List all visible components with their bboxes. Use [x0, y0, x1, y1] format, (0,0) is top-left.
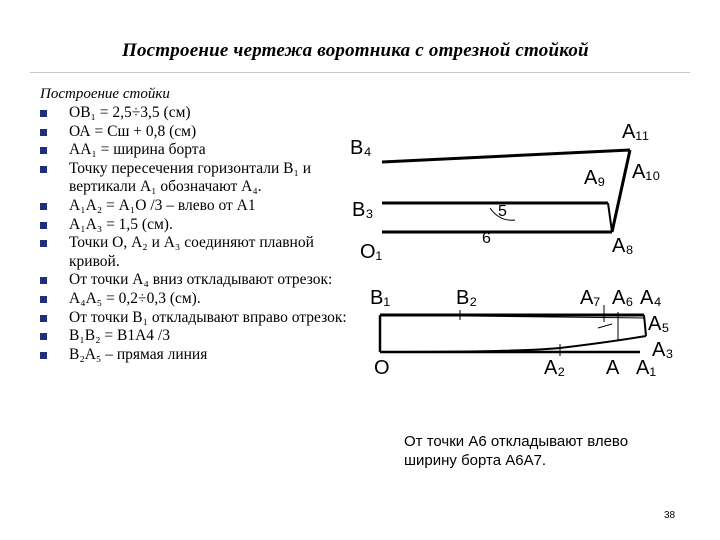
top-edge-line	[382, 150, 630, 162]
stand-mark	[598, 324, 612, 328]
label-b1: В₁	[370, 287, 391, 309]
list-item: В₁В₂ = В1А4 /3	[40, 327, 360, 346]
section-subtitle: Построение стойки	[40, 86, 170, 102]
bullet-square-icon	[40, 240, 47, 247]
label-a4: А₄	[640, 287, 662, 309]
list-item: От точки В₁ откладывают вправо отрезок:	[40, 309, 360, 328]
label-a11: А₁₁	[622, 121, 649, 143]
list-item: ОВ₁ = 2,5÷3,5 (см)	[40, 104, 360, 123]
label-b4: В₄	[350, 137, 372, 159]
stand-end-line	[608, 203, 612, 232]
label-o1: О₁	[360, 241, 383, 263]
instruction-note: От точки А6 откладывают влево ширину борта А6А7.	[404, 433, 629, 469]
bullet-square-icon	[40, 352, 47, 359]
top-collar-drawing	[382, 150, 630, 232]
label-o: О	[374, 357, 390, 379]
b2-a5-line	[380, 315, 644, 318]
label-b3: В₃	[352, 199, 374, 221]
label-a7: А₇	[580, 287, 601, 309]
measure-arc	[490, 208, 515, 220]
label-5: 5	[498, 203, 507, 220]
top-diagram-labels	[350, 121, 660, 263]
collar-end-line	[612, 150, 630, 232]
list-item: А₄А₅ = 0,2÷0,3 (см).	[40, 290, 360, 309]
bullet-square-icon	[40, 166, 47, 173]
label-a: А	[606, 357, 620, 379]
label-a5: А₅	[648, 313, 670, 335]
list-item: А₁А₂ = А₁О /3 – влево от А1	[40, 197, 360, 216]
bottom-stand-drawing	[380, 305, 646, 356]
label-b2: В₂	[456, 287, 478, 309]
neckline-curve	[380, 336, 646, 352]
instruction-list	[40, 104, 360, 364]
list-item: ОА = Сш + 0,8 (см)	[40, 123, 360, 142]
bullet-square-icon	[40, 203, 47, 210]
page-number: 38	[664, 510, 676, 521]
label-a3: А₃	[652, 339, 674, 361]
list-item: АА₁ = ширина борта	[40, 141, 360, 160]
list-item: Точку пересечения горизонтали В₁ и вертикали А₁ обозначают А₄.	[40, 160, 360, 197]
bullet-square-icon	[40, 147, 47, 154]
bullet-square-icon	[40, 333, 47, 340]
top-band	[0, 0, 720, 26]
label-a6: А₆	[612, 287, 634, 309]
list-item: А₁А₃ = 1,5 (см).	[40, 216, 360, 235]
label-a10: А₁₀	[632, 161, 661, 183]
bullet-square-icon	[40, 129, 47, 136]
list-item: Точки О, А₂ и А₃ соединяют плавной кривой.	[40, 234, 360, 271]
label-a2: А₂	[544, 357, 566, 379]
list-item: От точки А₄ вниз откладывают отрезок:	[40, 271, 360, 290]
label-6: 6	[482, 230, 491, 247]
title-divider	[30, 72, 690, 73]
label-a9: А₉	[584, 167, 606, 189]
bullet-square-icon	[40, 296, 47, 303]
bullet-square-icon	[40, 222, 47, 229]
bullet-square-icon	[40, 315, 47, 322]
slide-title: Построение чертежа воротника с отрезной стойкой	[122, 40, 589, 61]
label-a1: А₁	[636, 357, 657, 379]
a5-a3-line	[644, 315, 646, 336]
bullet-square-icon	[40, 277, 47, 284]
bullet-square-icon	[40, 110, 47, 117]
bottom-diagram-labels	[370, 287, 673, 379]
label-a8: А₈	[612, 235, 634, 257]
list-item: В₂А₅ – прямая линия	[40, 346, 360, 365]
